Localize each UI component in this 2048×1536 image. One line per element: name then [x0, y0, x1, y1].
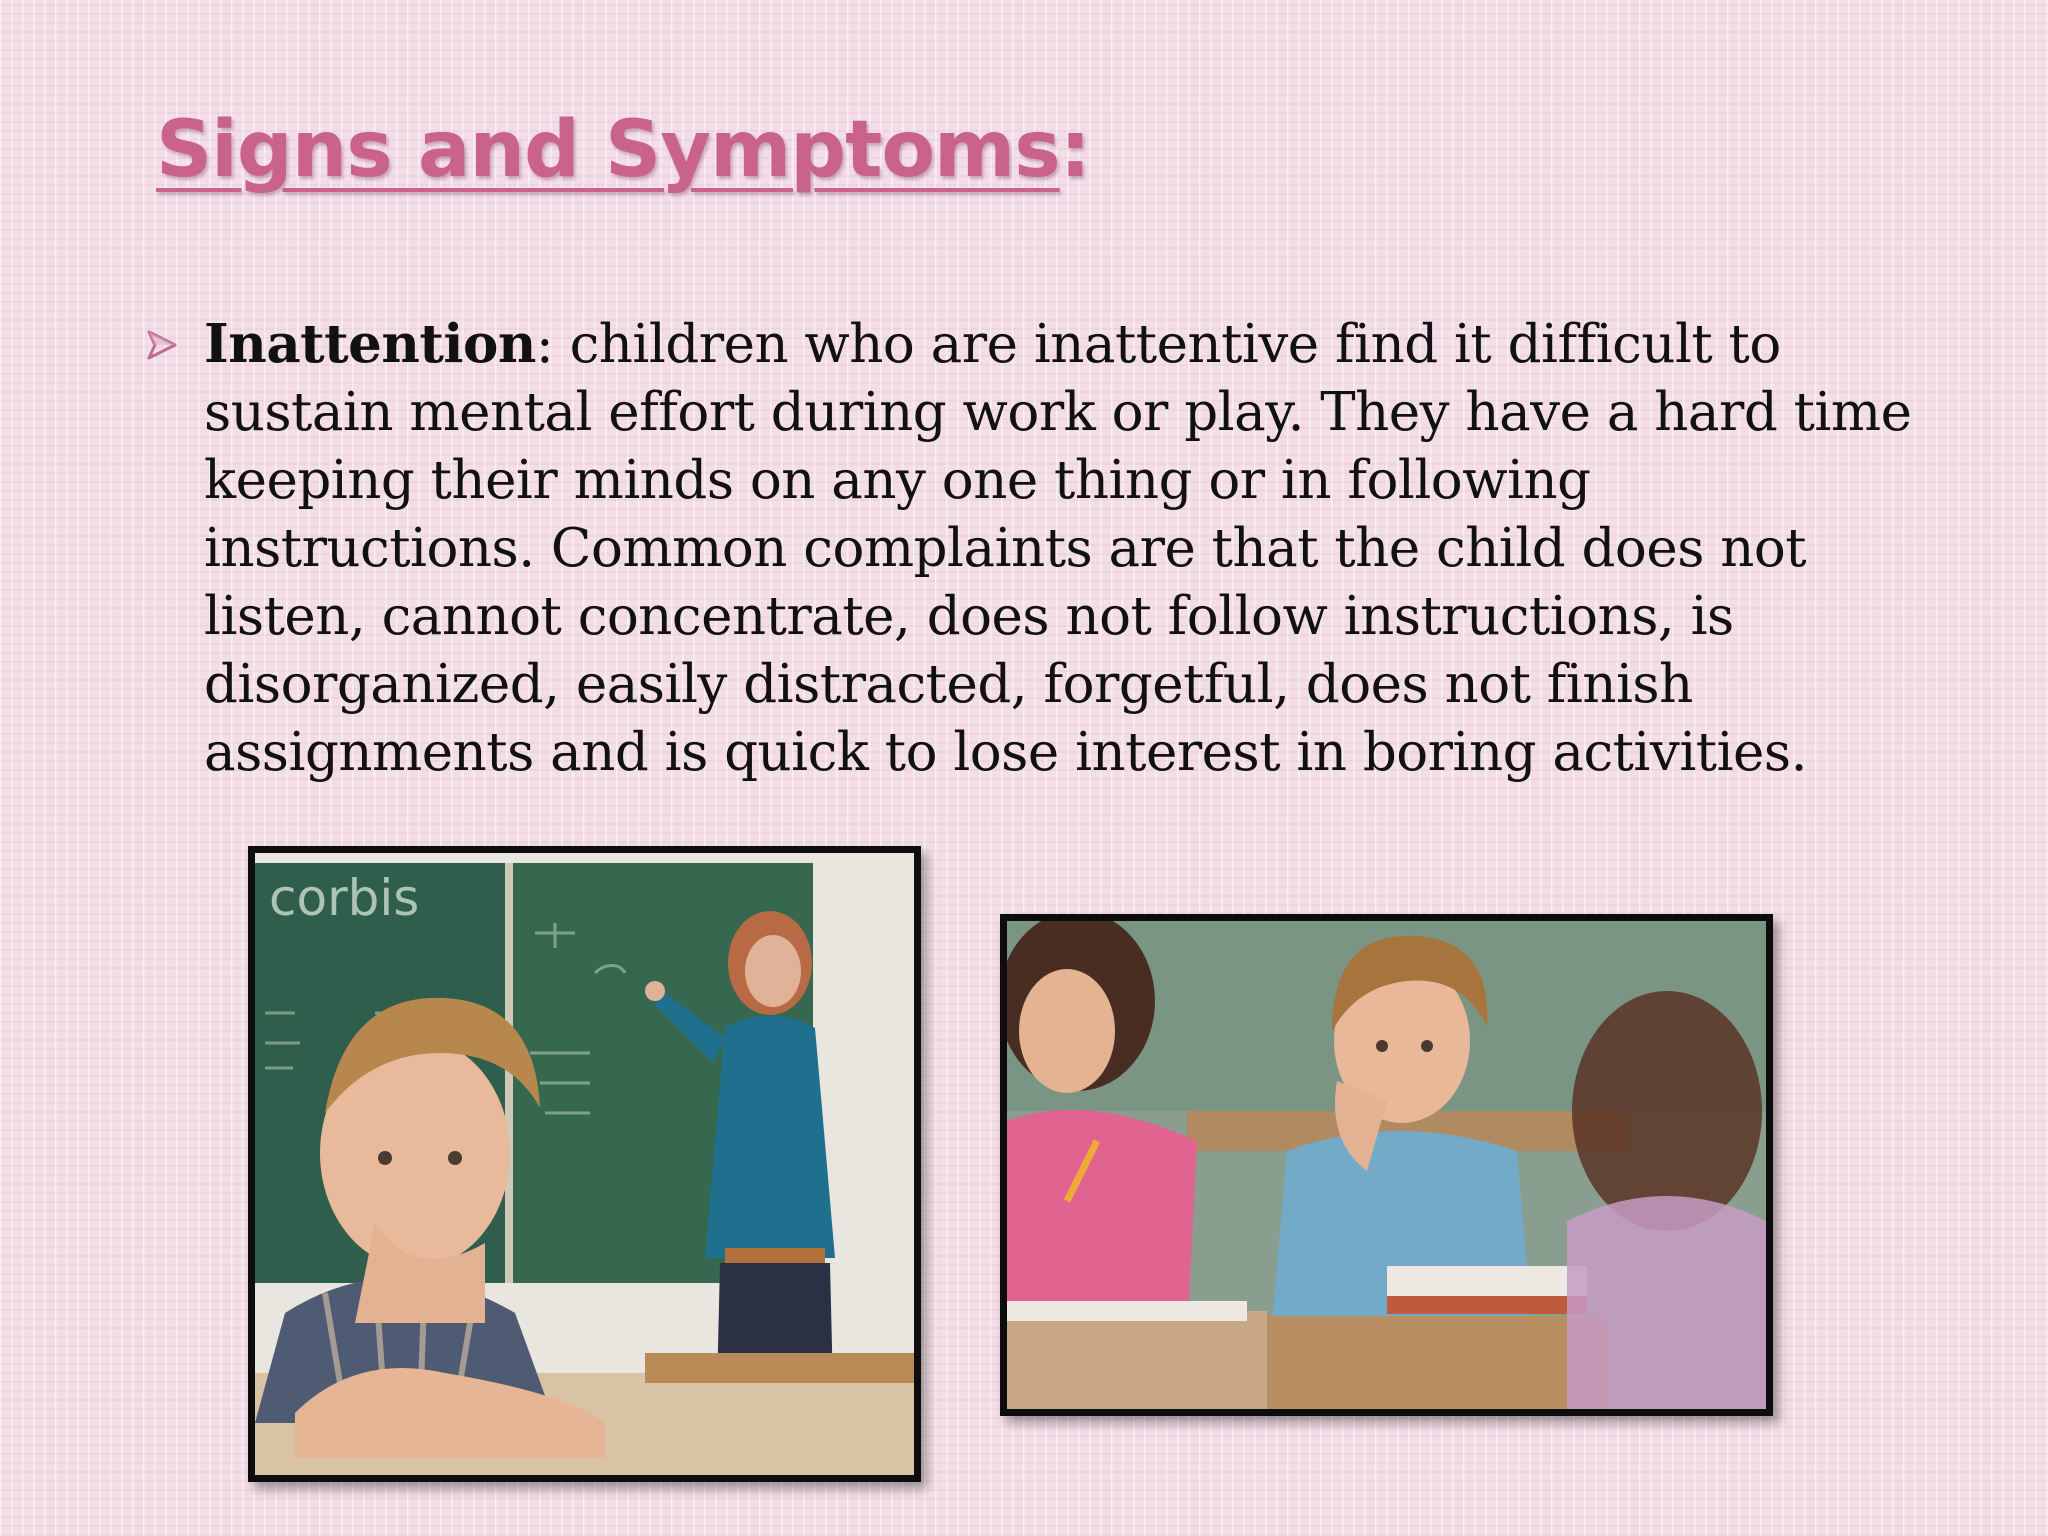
- slide-title-colon: :: [1059, 105, 1090, 195]
- corbis-watermark: corbis: [269, 869, 420, 927]
- classroom-boy-photo: [248, 846, 921, 1482]
- bullet-text: [204, 310, 1935, 787]
- classroom-students-image: [1007, 921, 1766, 1409]
- classroom-students-photo: [1000, 914, 1773, 1416]
- slide-title: [156, 105, 1090, 195]
- slide-title-text: Signs and Symptoms: [156, 105, 1060, 195]
- bullet-term: Inattention: [204, 313, 536, 375]
- bullet-separator: :: [535, 314, 554, 375]
- classroom-boy-image: [255, 853, 914, 1475]
- bullet-item: [145, 310, 1935, 787]
- arrowhead-bullet-icon: [145, 328, 179, 362]
- bullet-body: children who are inattentive find it difficult to sustain mental effort during work or play. They have a hard time keeping their minds on any one thing or in following instructions. Common complaints are that the child does not listen, cannot concentrate, does not follow instructions, is disorganized, easily distracted, forgetful, does not finish assignments and is quick to lose interest in boring activities.: [204, 314, 1912, 783]
